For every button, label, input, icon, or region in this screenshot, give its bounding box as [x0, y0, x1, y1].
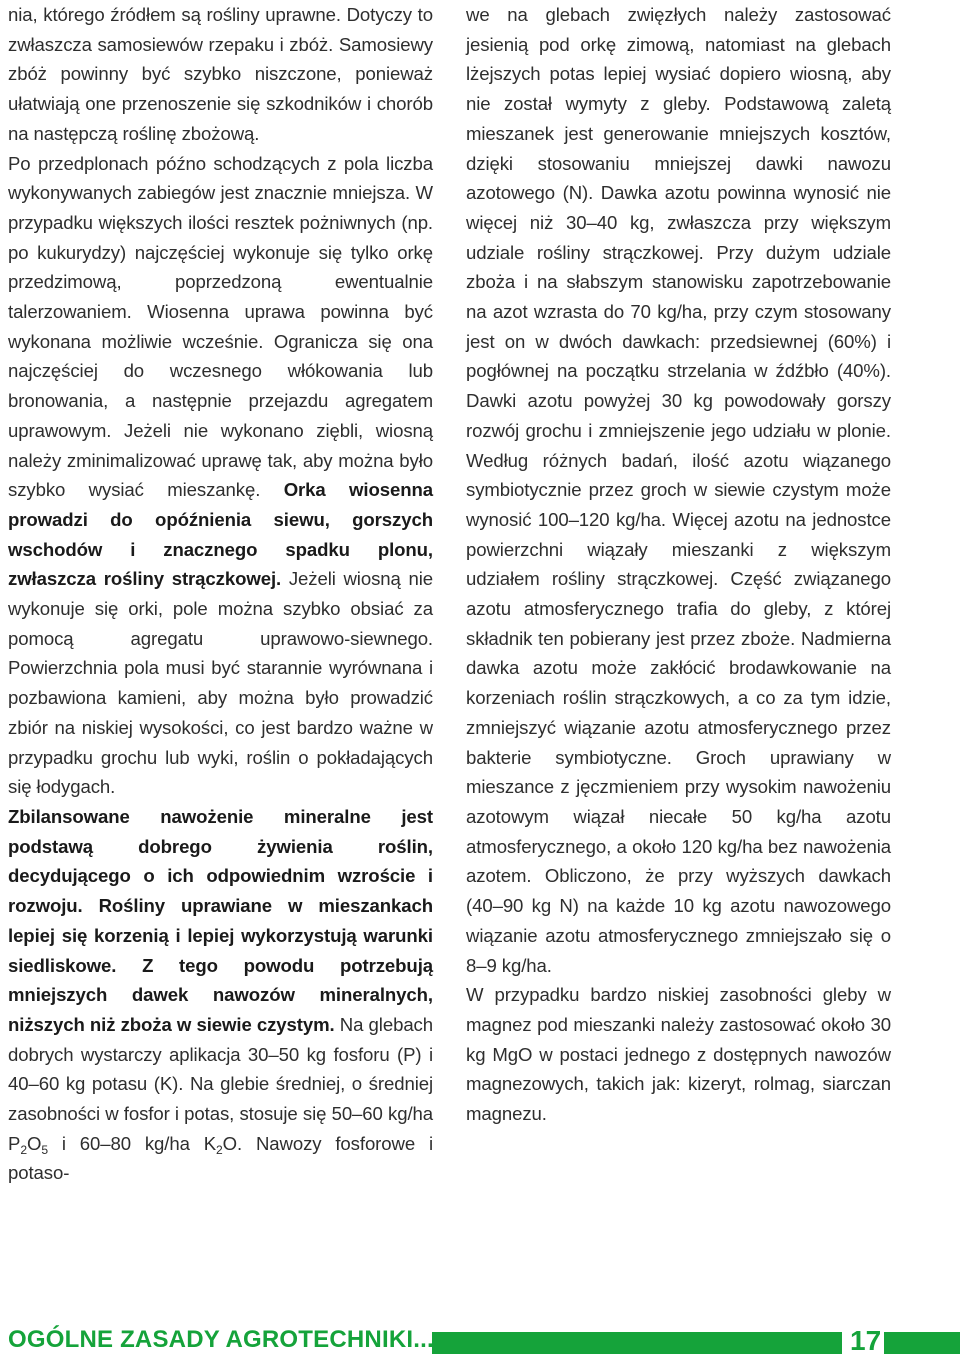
page-footer — [0, 1322, 960, 1362]
emphasis: Zbilansowane nawożenie mineralne jest podstawą dobrego żywienia roślin, decydującego o ich odpowiednim wzroście i rozwoju. Rośliny uprawiane w mieszankach lepiej się korzenią i lepiej wykorzystują warunki siedliskowe. Z tego powodu potrzebują mniejszych dawek nawozów mineralnych, niższych niż zboża w siewie czystym. — [8, 805, 433, 1035]
paragraph: W przypadku bardzo niskiej zasobności gleby w magnez pod mieszanki należy zastosować około 30 kg MgO w postaci jednego z dostępnych nawozów magnezowych, takich jak: kizeryt, rolmag, siarczan magnezu. — [466, 984, 891, 1125]
paragraph: we na glebach zwięzłych należy zastosować jesienią pod orkę zimową, natomiast na glebach lżejszych potas lepiej wysiać dopiero wiosną, aby nie został wymyty z gleby. Podstawową zaletą mieszanek jest generowanie mniejszych kosztów, dzięki stosowaniu mniejszej dawki nawozu azotowego (N). Dawka azotu powinna wynosić nie więcej niż 30–40 kg, zwłaszcza przy większym udziale rośliny strączkowej. Przy dużym udziale zboża i na słabszym stanowisku zapotrzebowanie na azot wzrasta do 70 kg/ha, przy czym stosowany jest on w dwóch dawkach: przedsiewnej (60%) i pogłównej na początku strzelania w źdźbło (40%). Dawki azotu powyżej 30 kg powodowały gorszy rozwój grochu i zmniejszenie jego udziału w plonie. Według różnych badań, ilość azotu wiązanego symbiotycznie przez groch w siewie czystym może wynosić 100–120 kg/ha. Więcej azotu na jednostce powierzchni wiązały mieszanki z większym udziałem rośliny strączkowej. Część związanego azotu atmosferycznego trafia do gleby, z której składnik ten pobierany jest przez zboże. Nadmierna dawka azotu może zakłócić brodawkowanie na korzeniach roślin strączkowych, a co za tym idzie, zmniejszyć wiązanie azotu atmosferycznego przez bakterie symbiotyczne. Groch uprawiany w mieszance z jęczmieniem przy wysokim nawożeniu azotowym wiązał niecałe 50 kg/ha azotu atmosferycznego, a około 120 kg/ha bez nawożenia azotem. Obliczono, że przy wyższych dawkach (40–90 kg N) na każde 10 kg azotu nawozowego wiązanie azotu atmosferycznego zmniejszało się o 8–9 kg/ha. — [466, 4, 891, 976]
left-column — [8, 0, 433, 1188]
footer-accent-tail — [884, 1332, 960, 1354]
paragraph: Po przedplonach późno schodzących z pola liczba wykonywanych zabiegów jest znacznie mniejsza. W przypadku większych ilości resztek pożniwnych (np. po kukurydzy) najczęściej wykonuje się tylko orkę przedzimową, poprzedzoną ewentualnie talerzowaniem. Wiosenna uprawa powinna być wykonana możliwie wcześnie. Ogranicza się ona najczęściej do wczesnego włókowania lub bronowania, a następnie przejazdu agregatem uprawowym. Jeżeli nie wykonano ziębli, wiosną należy zminimalizować uprawę tak, aby można było szybko wysiać mieszankę. Orka wiosenna prowadzi do opóźnienia siewu, gorszych wschodów i znacznego spadku plonu, zwłaszcza rośliny strączkowej. Jeżeli wiosną nie wykonuje się orki, pole można szybko obsiać za pomocą agregatu uprawowo-siewnego. Powierzchnia pola musi być starannie wyrównana i pozbawiona kamieni, aby można było prowadzić zbiór na niskiej wysokości, co jest bardzo ważne w przypadku grochu lub wyki, roślin o pokładających się łodygach. — [8, 152, 433, 798]
page-number: 17 — [850, 1325, 882, 1356]
paragraph: Zbilansowane nawożenie mineralne jest podstawą dobrego żywienia roślin, decydującego o ich odpowiednim wzroście i rozwoju. Rośliny uprawiane w mieszankach lepiej się korzenią i lepiej wykorzystują warunki siedliskowe. Z tego powodu potrzebują mniejszych dawek nawozów mineralnych, niższych niż zboża w siewie czystym. Na glebach dobrych wystarczy aplikacja 30–50 kg fosforu (P) i 40–60 kg potasu (K). Na glebie średniej, o średniej zasobności w fosfor i potas, stosuje się 50–60 kg/ha $P_2O_5$ i 60–80 kg/ha $K_2O$. Nawozy fosforowe i potaso- — [8, 805, 433, 1184]
right-column — [466, 0, 891, 1129]
emphasis: Orka wiosenna prowadzi do opóźnienia siewu, gorszych wschodów i znacznego spadku plonu, zwłaszcza rośliny strączkowej. — [8, 479, 433, 590]
paragraph: nia, którego źródłem są rośliny uprawne. Dotyczy to zwłaszcza samosiewów rzepaku i zbóż. Samosiewy zbóż powinny być szybko niszczone, ponieważ ułatwiają one przenoszenie się szkodników i chorób na następczą roślinę zbożową. — [8, 4, 433, 144]
running-title: OGÓLNE ZASADY AGROTECHNIKI... — [8, 1326, 434, 1353]
footer-accent-bar — [432, 1332, 842, 1354]
